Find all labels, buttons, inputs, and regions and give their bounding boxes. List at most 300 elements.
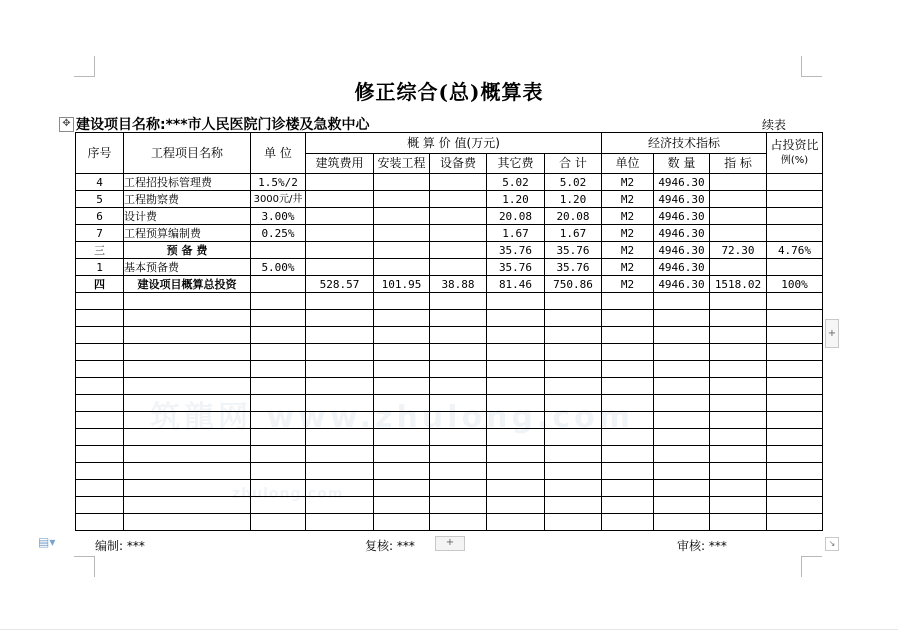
empty-cell	[602, 497, 654, 514]
cell-building	[306, 259, 374, 276]
cell-other: 81.46	[487, 276, 545, 293]
empty-cell	[124, 429, 251, 446]
empty-cell	[767, 480, 823, 497]
empty-cell	[430, 514, 487, 531]
cell-building: 528.57	[306, 276, 374, 293]
empty-cell	[306, 344, 374, 361]
cell-ratio	[767, 174, 823, 191]
empty-cell	[710, 310, 767, 327]
empty-cell	[767, 327, 823, 344]
empty-cell	[487, 412, 545, 429]
cell-total: 1.20	[545, 191, 602, 208]
cell-install	[374, 259, 430, 276]
cell-equipment	[430, 208, 487, 225]
empty-cell	[124, 497, 251, 514]
table-body	[76, 174, 823, 293]
cell-building	[306, 225, 374, 242]
empty-cell	[374, 344, 430, 361]
cell-other: 20.08	[487, 208, 545, 225]
empty-cell	[654, 327, 710, 344]
empty-cell	[306, 327, 374, 344]
empty-cell	[251, 327, 306, 344]
cell-equipment	[430, 174, 487, 191]
empty-cell	[124, 310, 251, 327]
empty-cell	[545, 446, 602, 463]
project-name: 建设项目名称:***市人民医院门诊楼及急救中心	[76, 117, 370, 133]
cell-item: 预 备 费	[124, 242, 251, 259]
cell-seq: 5	[76, 191, 124, 208]
cell-index: 1518.02	[710, 276, 767, 293]
cell-item: 基本预备费	[124, 259, 251, 276]
cell-index: 72.30	[710, 242, 767, 259]
cell-equipment	[430, 225, 487, 242]
cell-seq: 四	[76, 276, 124, 293]
cell-equipment	[430, 242, 487, 259]
empty-cell	[251, 412, 306, 429]
empty-cell	[76, 310, 124, 327]
move-handle-icon[interactable]: ✥	[59, 117, 74, 132]
page-corner-top-left	[74, 56, 95, 77]
table-row	[76, 174, 823, 191]
footer-prepared: 编制: ***	[95, 539, 145, 553]
empty-cell	[374, 463, 430, 480]
empty-cell	[710, 395, 767, 412]
empty-cell	[654, 497, 710, 514]
empty-table-row	[76, 412, 823, 429]
empty-cell	[487, 446, 545, 463]
cell-seq: 7	[76, 225, 124, 242]
empty-cell	[251, 446, 306, 463]
empty-cell	[710, 293, 767, 310]
footer-review: 复核: ***	[365, 539, 415, 553]
cell-other: 5.02	[487, 174, 545, 191]
empty-cell	[374, 497, 430, 514]
cell-ratio: 100%	[767, 276, 823, 293]
empty-cell	[251, 463, 306, 480]
empty-cell	[374, 361, 430, 378]
empty-table-row	[76, 497, 823, 514]
empty-table-row	[76, 446, 823, 463]
header-equipment: 设备费	[430, 154, 487, 174]
cell-install	[374, 225, 430, 242]
cell-ratio: 4.76%	[767, 242, 823, 259]
cell-quantity: 4946.30	[654, 242, 710, 259]
empty-cell	[602, 344, 654, 361]
empty-cell	[654, 514, 710, 531]
page-corner-bottom-right	[801, 556, 822, 577]
empty-cell	[654, 429, 710, 446]
cell-total: 20.08	[545, 208, 602, 225]
cell-unit: 3.00%	[251, 208, 306, 225]
empty-table-row	[76, 395, 823, 412]
empty-cell	[602, 514, 654, 531]
cell-building	[306, 242, 374, 259]
empty-cell	[545, 293, 602, 310]
cell-total: 1.67	[545, 225, 602, 242]
empty-cell	[654, 412, 710, 429]
empty-cell	[124, 395, 251, 412]
empty-cell	[487, 310, 545, 327]
cell-total: 35.76	[545, 242, 602, 259]
empty-cell	[430, 463, 487, 480]
cell-other: 1.20	[487, 191, 545, 208]
empty-table-row	[76, 429, 823, 446]
empty-cell	[602, 412, 654, 429]
cell-unit: 1.5%/2	[251, 174, 306, 191]
cell-building	[306, 174, 374, 191]
empty-cell	[710, 429, 767, 446]
header-building: 建筑费用	[306, 154, 374, 174]
empty-cell	[306, 429, 374, 446]
empty-cell	[710, 412, 767, 429]
empty-cell	[487, 395, 545, 412]
cell-tech-unit: M2	[602, 208, 654, 225]
cell-quantity: 4946.30	[654, 225, 710, 242]
empty-cell	[487, 344, 545, 361]
cell-total: 5.02	[545, 174, 602, 191]
empty-table-row	[76, 514, 823, 531]
empty-cell	[430, 310, 487, 327]
empty-cell	[251, 344, 306, 361]
empty-cell	[545, 497, 602, 514]
empty-cell	[251, 514, 306, 531]
cell-index	[710, 191, 767, 208]
empty-cell	[124, 412, 251, 429]
header-row-1	[76, 133, 823, 154]
cell-item: 设计费	[124, 208, 251, 225]
empty-cell	[654, 344, 710, 361]
cell-total: 35.76	[545, 259, 602, 276]
empty-cell	[124, 344, 251, 361]
empty-cell	[306, 310, 374, 327]
empty-cell	[430, 412, 487, 429]
empty-cell	[487, 514, 545, 531]
empty-cell	[602, 310, 654, 327]
empty-cell	[306, 497, 374, 514]
cell-quantity: 4946.30	[654, 191, 710, 208]
empty-cell	[76, 378, 124, 395]
empty-cell	[374, 378, 430, 395]
header-quantity: 数 量	[654, 154, 710, 174]
table-row	[76, 242, 823, 259]
empty-cell	[545, 412, 602, 429]
empty-cell	[654, 378, 710, 395]
empty-table-row	[76, 310, 823, 327]
empty-cell	[251, 361, 306, 378]
empty-cell	[767, 395, 823, 412]
cell-quantity: 4946.30	[654, 259, 710, 276]
empty-rows	[76, 293, 823, 531]
watermark-url: zhulong.com	[232, 486, 344, 502]
header-unit: 单 位	[251, 133, 306, 174]
empty-cell	[710, 361, 767, 378]
table-row	[76, 191, 823, 208]
empty-cell	[124, 514, 251, 531]
empty-cell	[251, 378, 306, 395]
cell-equipment	[430, 191, 487, 208]
cell-tech-unit: M2	[602, 242, 654, 259]
cell-unit	[251, 242, 306, 259]
cell-install	[374, 242, 430, 259]
cell-unit: 0.25%	[251, 225, 306, 242]
empty-cell	[430, 429, 487, 446]
empty-cell	[430, 361, 487, 378]
cell-other: 35.76	[487, 259, 545, 276]
header-ratio	[767, 133, 823, 174]
empty-cell	[710, 463, 767, 480]
empty-cell	[430, 497, 487, 514]
empty-cell	[767, 344, 823, 361]
empty-cell	[487, 429, 545, 446]
add-column-icon[interactable]: +	[825, 319, 839, 348]
header-item: 工程项目名称	[124, 133, 251, 174]
document-icon[interactable]: ▤▾	[38, 535, 56, 549]
empty-cell	[76, 344, 124, 361]
empty-cell	[710, 514, 767, 531]
empty-cell	[767, 293, 823, 310]
empty-cell	[545, 344, 602, 361]
cell-unit: 3000元/井	[251, 191, 306, 208]
empty-cell	[545, 378, 602, 395]
empty-cell	[602, 429, 654, 446]
cell-other: 35.76	[487, 242, 545, 259]
cell-item: 建设项目概算总投资	[124, 276, 251, 293]
cell-tech-unit: M2	[602, 191, 654, 208]
empty-cell	[124, 361, 251, 378]
empty-cell	[710, 378, 767, 395]
empty-cell	[124, 446, 251, 463]
empty-cell	[76, 412, 124, 429]
continuation-label: 续表	[762, 118, 787, 132]
cell-seq: 4	[76, 174, 124, 191]
cell-index	[710, 208, 767, 225]
empty-cell	[76, 446, 124, 463]
empty-cell	[430, 446, 487, 463]
empty-cell	[767, 412, 823, 429]
resize-icon[interactable]: ↘	[825, 537, 839, 551]
empty-cell	[306, 480, 374, 497]
cell-ratio	[767, 191, 823, 208]
empty-cell	[430, 344, 487, 361]
empty-cell	[251, 395, 306, 412]
table-row	[76, 276, 823, 293]
empty-cell	[767, 514, 823, 531]
header-other: 其它费	[487, 154, 545, 174]
empty-cell	[545, 361, 602, 378]
empty-table-row	[76, 378, 823, 395]
empty-cell	[76, 514, 124, 531]
empty-cell	[545, 463, 602, 480]
empty-cell	[76, 480, 124, 497]
empty-cell	[710, 480, 767, 497]
empty-cell	[602, 463, 654, 480]
empty-cell	[124, 293, 251, 310]
page-title: 修正综合(总)概算表	[354, 80, 544, 104]
header-install: 安装工程	[374, 154, 430, 174]
empty-cell	[430, 327, 487, 344]
empty-cell	[654, 480, 710, 497]
cell-tech-unit: M2	[602, 174, 654, 191]
empty-cell	[487, 361, 545, 378]
empty-cell	[602, 293, 654, 310]
empty-cell	[767, 429, 823, 446]
empty-cell	[251, 480, 306, 497]
empty-cell	[76, 293, 124, 310]
estimate-table	[75, 132, 823, 531]
header-total: 合 计	[545, 154, 602, 174]
cell-ratio	[767, 259, 823, 276]
empty-cell	[124, 378, 251, 395]
empty-cell	[76, 463, 124, 480]
cell-index	[710, 259, 767, 276]
cell-tech-unit: M2	[602, 259, 654, 276]
cell-index	[710, 174, 767, 191]
empty-cell	[545, 514, 602, 531]
cell-equipment	[430, 259, 487, 276]
empty-cell	[767, 378, 823, 395]
empty-cell	[306, 412, 374, 429]
empty-cell	[124, 480, 251, 497]
empty-cell	[654, 361, 710, 378]
cell-quantity: 4946.30	[654, 208, 710, 225]
empty-cell	[654, 463, 710, 480]
empty-cell	[767, 463, 823, 480]
empty-cell	[430, 480, 487, 497]
empty-cell	[306, 395, 374, 412]
cell-building	[306, 191, 374, 208]
empty-cell	[710, 327, 767, 344]
cell-install	[374, 191, 430, 208]
empty-cell	[306, 378, 374, 395]
empty-cell	[602, 361, 654, 378]
empty-cell	[430, 395, 487, 412]
empty-table-row	[76, 344, 823, 361]
table-row	[76, 208, 823, 225]
empty-cell	[654, 395, 710, 412]
empty-cell	[602, 395, 654, 412]
add-row-button[interactable]: +	[435, 536, 465, 551]
table-row	[76, 259, 823, 276]
empty-cell	[767, 497, 823, 514]
page-corner-top-right	[801, 56, 822, 77]
empty-cell	[545, 480, 602, 497]
header-tech-unit: 单位	[602, 154, 654, 174]
empty-cell	[487, 497, 545, 514]
cell-tech-unit: M2	[602, 276, 654, 293]
empty-cell	[767, 361, 823, 378]
empty-cell	[306, 446, 374, 463]
empty-cell	[487, 378, 545, 395]
header-value-group: 概 算 价 值(万元)	[306, 133, 602, 154]
cell-install	[374, 174, 430, 191]
empty-cell	[251, 310, 306, 327]
empty-cell	[76, 497, 124, 514]
empty-cell	[251, 429, 306, 446]
empty-table-row	[76, 293, 823, 310]
empty-cell	[602, 480, 654, 497]
empty-cell	[430, 293, 487, 310]
empty-table-row	[76, 361, 823, 378]
empty-cell	[251, 497, 306, 514]
empty-cell	[545, 429, 602, 446]
empty-cell	[374, 429, 430, 446]
empty-cell	[654, 293, 710, 310]
empty-cell	[306, 293, 374, 310]
empty-cell	[124, 327, 251, 344]
empty-cell	[374, 293, 430, 310]
empty-cell	[545, 310, 602, 327]
cell-unit	[251, 276, 306, 293]
empty-cell	[374, 514, 430, 531]
empty-cell	[767, 446, 823, 463]
header-ratio-line1: 占投资比	[770, 138, 819, 152]
cell-other: 1.67	[487, 225, 545, 242]
header-ratio-line2: 例(%)	[780, 155, 809, 166]
empty-cell	[306, 514, 374, 531]
page-corner-bottom-left	[74, 556, 95, 577]
empty-cell	[602, 378, 654, 395]
empty-cell	[76, 429, 124, 446]
cell-tech-unit: M2	[602, 225, 654, 242]
page-divider	[0, 629, 898, 630]
empty-cell	[76, 395, 124, 412]
cell-seq: 6	[76, 208, 124, 225]
empty-cell	[487, 463, 545, 480]
cell-seq: 三	[76, 242, 124, 259]
cell-equipment: 38.88	[430, 276, 487, 293]
empty-cell	[374, 310, 430, 327]
header-seq: 序号	[76, 133, 124, 174]
empty-cell	[767, 310, 823, 327]
header-tech-group: 经济技术指标	[602, 133, 767, 154]
cell-item: 工程招投标管理费	[124, 174, 251, 191]
empty-cell	[430, 378, 487, 395]
empty-cell	[374, 446, 430, 463]
empty-cell	[306, 361, 374, 378]
cell-item: 工程预算编制费	[124, 225, 251, 242]
empty-cell	[124, 463, 251, 480]
empty-cell	[710, 497, 767, 514]
cell-item: 工程勘察费	[124, 191, 251, 208]
cell-install	[374, 208, 430, 225]
empty-cell	[710, 446, 767, 463]
cell-install: 101.95	[374, 276, 430, 293]
empty-cell	[602, 446, 654, 463]
empty-cell	[487, 480, 545, 497]
empty-table-row	[76, 327, 823, 344]
empty-cell	[374, 480, 430, 497]
empty-cell	[76, 327, 124, 344]
cell-building	[306, 208, 374, 225]
empty-cell	[487, 293, 545, 310]
cell-unit: 5.00%	[251, 259, 306, 276]
empty-cell	[710, 344, 767, 361]
empty-table-row	[76, 480, 823, 497]
empty-cell	[76, 361, 124, 378]
empty-cell	[487, 327, 545, 344]
empty-cell	[306, 463, 374, 480]
watermark: 筑龍网 www.zhulong.com	[150, 400, 635, 435]
empty-cell	[654, 446, 710, 463]
empty-cell	[251, 293, 306, 310]
footer-audit: 审核: ***	[677, 539, 727, 553]
cell-ratio	[767, 225, 823, 242]
cell-ratio	[767, 208, 823, 225]
cell-index	[710, 225, 767, 242]
cell-quantity: 4946.30	[654, 174, 710, 191]
table-row	[76, 225, 823, 242]
header-index: 指 标	[710, 154, 767, 174]
